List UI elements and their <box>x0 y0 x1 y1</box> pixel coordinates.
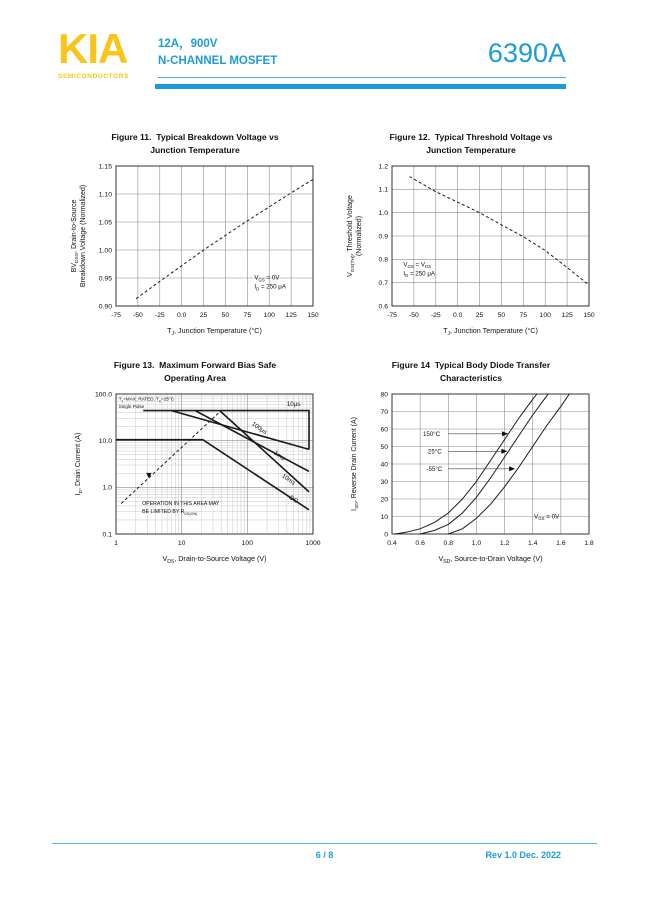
svg-text:BE LIMITED BY RDS(ON): BE LIMITED BY $R_{DS(ON)}$ <box>142 508 198 516</box>
kia-logo-text: KIA <box>58 25 128 72</box>
svg-text:1.0: 1.0 <box>471 540 482 547</box>
svg-text:0.0: 0.0 <box>452 312 463 319</box>
svg-text:100μs: 100μs <box>250 420 269 437</box>
svg-text:-25: -25 <box>430 312 441 319</box>
svg-text:10.0: 10.0 <box>98 437 112 445</box>
svg-text:25: 25 <box>475 312 484 319</box>
svg-text:1: 1 <box>114 540 118 547</box>
svg-text:Single Pulse: Single Pulse <box>118 404 145 410</box>
header <box>58 25 594 98</box>
footer-rule <box>52 843 597 844</box>
svg-text:150: 150 <box>307 312 319 319</box>
svg-text:ISD, Reverse Drain Current (A): $I_{SD}$, Reverse Drain Current (A) <box>351 417 360 511</box>
svg-text:0.8: 0.8 <box>443 540 454 547</box>
svg-text:40: 40 <box>380 461 388 469</box>
part-type: N-CHANNEL MOSFET <box>158 55 278 68</box>
svg-text:75: 75 <box>243 312 252 319</box>
svg-text:1.6: 1.6 <box>556 540 566 547</box>
svg-text:25: 25 <box>199 312 208 319</box>
svg-text:1000: 1000 <box>305 540 321 547</box>
part-number: 6390A <box>487 38 566 68</box>
svg-text:1.2: 1.2 <box>499 540 510 547</box>
svg-text:0.6: 0.6 <box>415 540 425 547</box>
footer <box>52 843 597 873</box>
figure-12-chart <box>340 158 602 346</box>
svg-text:OPERATION IN THIS AREA MAY: OPERATION IN THIS AREA MAY <box>142 500 220 507</box>
header-rule-thick <box>155 84 566 89</box>
svg-text:VGS(TH), Threshold Voltage: $V_{GS(TH)}$, Threshold Voltage <box>347 195 356 277</box>
svg-text:-75: -75 <box>387 312 397 319</box>
svg-text:0.1: 0.1 <box>102 531 112 539</box>
svg-text:0.7: 0.7 <box>378 279 388 287</box>
revision: Rev 1.0 Dec. 2022 <box>485 850 561 860</box>
page-number: 6 / 8 <box>315 850 334 860</box>
svg-text:VSD, Source-to-Drain Voltage (: $V_{SD}$, Source-to-Drain Voltage (V) <box>438 554 543 565</box>
svg-text:TJ=MAX. RATED, TC=25°C: $T_J=MAX$. RATED, $T_C=25^\circ C$ <box>118 396 175 404</box>
figures-grid <box>64 131 602 579</box>
figure-11-chart <box>64 158 326 346</box>
svg-text:0.6: 0.6 <box>378 303 388 311</box>
svg-text:ID, Drain Current (A): $I_D$, Drain Current (A) <box>75 432 84 496</box>
figure-12-title: Figure 12. Typical Threshold Voltage vs Junction Temperature <box>389 132 553 155</box>
svg-text:ID = 250 μA: $I_D = 250$ μA <box>403 270 436 279</box>
svg-text:-55°C: -55°C <box>426 466 443 473</box>
svg-text:100: 100 <box>263 312 275 319</box>
svg-text:50: 50 <box>221 312 230 319</box>
svg-text:1ms: 1ms <box>272 449 286 463</box>
svg-text:20: 20 <box>380 496 388 504</box>
svg-text:Breakdown Voltage (Normalized): Breakdown Voltage (Normalized) <box>80 184 87 288</box>
svg-text:0.9: 0.9 <box>378 233 388 241</box>
svg-text:0.95: 0.95 <box>98 275 112 283</box>
svg-text:ID = 250 μA: $I_D = 250$ μA <box>254 283 287 292</box>
figure-14-title: Figure 14 Typical Body Diode Transfer Characteristics <box>391 360 551 383</box>
svg-text:-75: -75 <box>111 312 121 319</box>
svg-text:1.0: 1.0 <box>378 209 388 217</box>
svg-text:TJ, Junction Temperature (°C): $T_J$, Junction Temperature (°C) <box>443 326 538 337</box>
svg-text:60: 60 <box>380 426 388 434</box>
svg-text:VDS, Drain-to-Source Voltage (: $V_{DS}$, Drain-to-Source Voltage (V) <box>162 554 267 565</box>
svg-text:(Normalized): (Normalized) <box>356 215 363 257</box>
svg-text:1.0: 1.0 <box>102 484 112 492</box>
svg-text:0.8: 0.8 <box>378 256 388 264</box>
svg-text:10ms: 10ms <box>280 472 297 487</box>
figure-13-chart <box>64 386 326 574</box>
svg-text:1.00: 1.00 <box>98 247 112 255</box>
figure-11 <box>64 131 326 351</box>
kia-logo-subtext: SEMICONDUCTORS <box>58 73 129 80</box>
svg-text:-25: -25 <box>154 312 165 319</box>
svg-text:25°C: 25°C <box>427 448 442 456</box>
svg-text:10: 10 <box>380 513 388 521</box>
svg-text:150: 150 <box>583 312 595 319</box>
svg-text:10: 10 <box>177 540 186 547</box>
svg-text:VGS = 0V: $V_{GS} = 0V$ <box>254 274 280 283</box>
part-rating: 12A，900V <box>158 38 218 50</box>
svg-text:150°C: 150°C <box>422 431 441 438</box>
svg-text:125: 125 <box>561 312 573 319</box>
part-description <box>158 36 277 71</box>
svg-text:0: 0 <box>384 531 388 539</box>
svg-text:30: 30 <box>380 478 388 486</box>
figure-13-title: Figure 13. Maximum Forward Bias Safe Operating Area <box>113 360 277 383</box>
svg-text:VGS = 0V: $V_{GS} = 0V$ <box>534 513 560 522</box>
svg-text:1.4: 1.4 <box>527 540 538 547</box>
svg-text:1.15: 1.15 <box>98 163 112 171</box>
svg-text:-50: -50 <box>408 312 419 319</box>
figure-12 <box>340 131 602 351</box>
svg-text:BVDSS, Drain-to-Source: $BV_{DSS}$, Drain-to-Source <box>71 199 80 273</box>
svg-text:0.4: 0.4 <box>387 540 397 547</box>
svg-text:TJ, Junction Temperature (°C): $T_J$, Junction Temperature (°C) <box>167 326 262 337</box>
svg-text:125: 125 <box>285 312 297 319</box>
figure-14-chart <box>340 386 602 574</box>
svg-text:100.0: 100.0 <box>94 391 112 399</box>
svg-text:1.2: 1.2 <box>378 163 388 171</box>
svg-text:100: 100 <box>241 540 254 547</box>
svg-text:VGS = VDS: $V_{GS} = V_{DS}$ <box>403 261 431 270</box>
svg-text:10μs: 10μs <box>286 400 301 408</box>
svg-text:80: 80 <box>380 391 388 399</box>
svg-text:0.0: 0.0 <box>176 312 187 319</box>
svg-text:-50: -50 <box>132 312 143 319</box>
svg-text:50: 50 <box>497 312 506 319</box>
svg-text:1.1: 1.1 <box>378 186 388 194</box>
svg-text:100: 100 <box>539 312 551 319</box>
svg-text:70: 70 <box>380 408 388 416</box>
svg-text:1.10: 1.10 <box>98 191 112 199</box>
figure-11-title: Figure 11. Typical Breakdown Voltage vs Junction Temperature <box>111 132 279 155</box>
svg-text:1.8: 1.8 <box>584 540 594 547</box>
figure-14 <box>340 359 602 579</box>
header-rule-thin <box>158 77 566 78</box>
svg-text:75: 75 <box>519 312 528 319</box>
svg-text:1.05: 1.05 <box>98 219 112 227</box>
svg-text:50: 50 <box>380 443 388 451</box>
figure-13 <box>64 359 326 579</box>
svg-text:0.90: 0.90 <box>98 303 112 311</box>
svg-text:DC: DC <box>287 494 300 506</box>
